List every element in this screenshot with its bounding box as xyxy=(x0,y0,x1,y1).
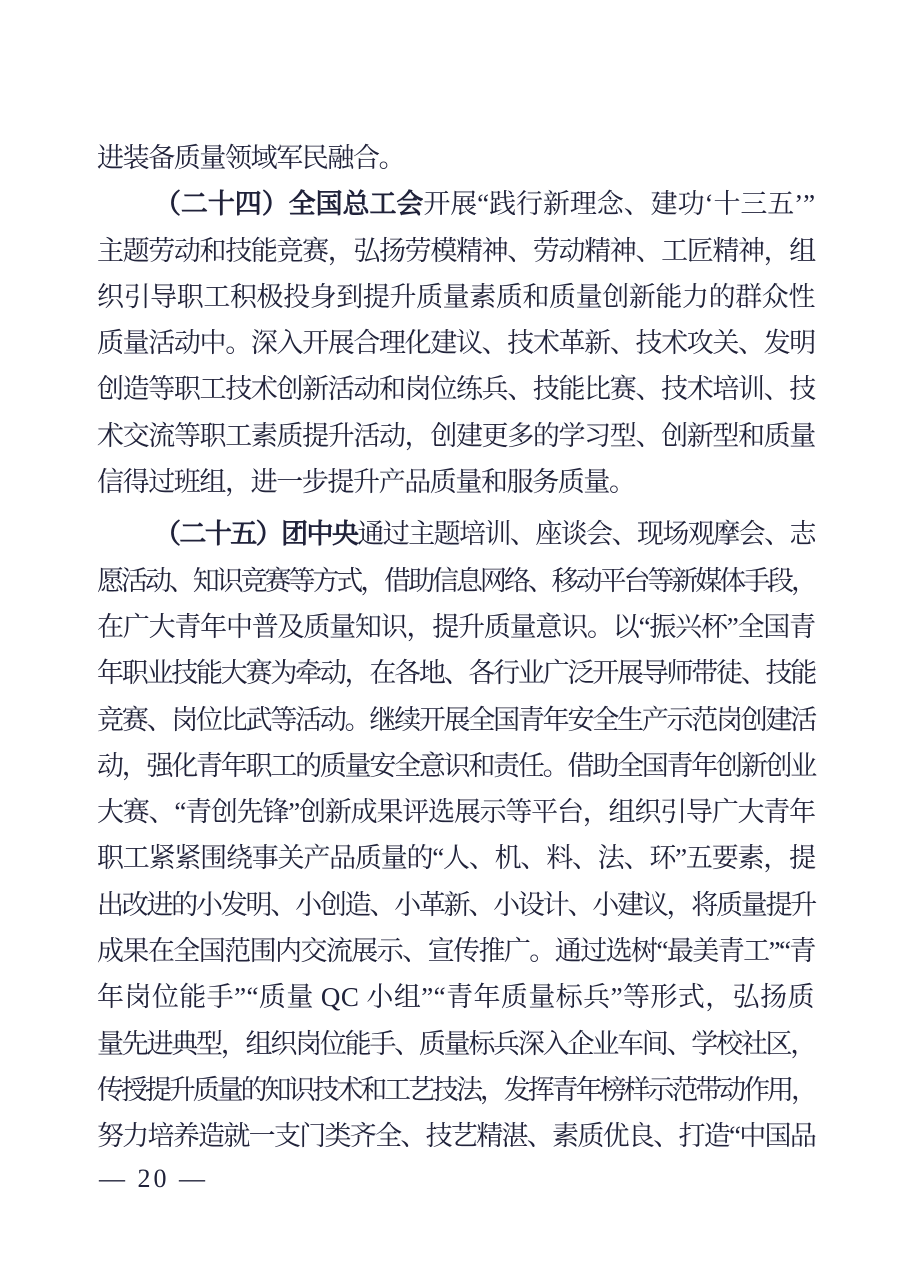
text-line xyxy=(97,181,815,227)
paragraph-text: 通过主题培训、座谈会、现场观摩会、志 xyxy=(357,519,815,550)
paragraph-text: 在广大青年中普及质量知识，提升质量意识。以“振兴杯”全国青 xyxy=(97,611,815,642)
text-line xyxy=(97,459,815,505)
paragraph-text: 创造等职工技术创新活动和岗位练兵、技能比赛、技术培训、技 xyxy=(97,374,815,405)
text-line xyxy=(97,789,815,835)
body-text xyxy=(97,135,815,1160)
paragraph-text: 质量活动中。深入开展合理化建议、技术革新、技术攻关、发明 xyxy=(97,328,815,359)
paragraph-heading-text: （二十四）全国总工会 xyxy=(154,189,424,220)
paragraph-text: 年岗位能手”“质量 QC 小组”“青年质量标兵”等形式，弘扬质 xyxy=(97,982,815,1013)
text-line-content xyxy=(97,743,815,789)
text-line-content xyxy=(97,228,815,274)
text-line xyxy=(97,650,815,696)
paragraph-heading-text: （二十五）团中央 xyxy=(154,519,358,550)
paragraph-text: 努力培养造就一支门类齐全、技艺精湛、素质优良、打造“中国品 xyxy=(97,1121,816,1152)
text-line-content xyxy=(97,459,635,505)
text-line xyxy=(97,274,815,320)
paragraph-text: 动，强化青年职工的质量安全意识和责任。借助全国青年创新创业 xyxy=(97,750,816,781)
text-line xyxy=(97,413,815,459)
text-line-content xyxy=(154,181,815,227)
page-number: — 20 — xyxy=(99,1164,208,1193)
text-line xyxy=(97,835,815,881)
text-line xyxy=(97,366,815,412)
text-line xyxy=(97,511,815,557)
text-line xyxy=(97,604,815,650)
page-footer xyxy=(99,1163,208,1194)
text-line xyxy=(97,558,815,604)
text-line-content xyxy=(154,511,815,557)
paragraph-text: 术交流等职工素质提升活动，创建更多的学习型、创新型和质量 xyxy=(97,420,815,451)
paragraph-text: 愿活动、知识竞赛等方式，借助信息网络、移动平台等新媒体手段， xyxy=(97,565,815,596)
paragraph-text: 大赛、“青创先锋”创新成果评选展示等平台，组织引导广大青年 xyxy=(97,797,815,828)
text-line xyxy=(97,228,815,274)
paragraph-text: 织引导职工积极投身到提升质量素质和质量创新能力的群众性 xyxy=(97,281,815,312)
text-line xyxy=(97,882,815,928)
paragraph-text: 主题劳动和技能竞赛，弘扬劳模精神、劳动精神、工匠精神，组 xyxy=(97,235,815,266)
text-line-content xyxy=(97,650,815,696)
text-line-content xyxy=(97,320,815,366)
text-line-content xyxy=(97,413,815,459)
paragraph-text: 量先进典型，组织岗位能手、质量标兵深入企业车间、学校社区， xyxy=(97,1028,816,1059)
paragraph-text: 职工紧紧围绕事关产品质量的“人、机、料、法、环”五要素，提 xyxy=(97,843,815,874)
text-line-content xyxy=(97,135,404,181)
text-line xyxy=(97,1067,815,1113)
text-line xyxy=(97,743,815,789)
paragraph-text: 出改进的小发明、小创造、小革新、小设计、小建议，将质量提升 xyxy=(97,889,816,920)
text-line xyxy=(97,697,815,743)
paragraph-text: 成果在全国范围内交流展示、宣传推广。通过选树“最美青工”“青 xyxy=(97,936,815,967)
text-line-content xyxy=(97,1113,815,1159)
text-line-content xyxy=(97,274,815,320)
text-line xyxy=(97,928,815,974)
text-line-content xyxy=(97,974,815,1020)
paragraph-text: 传授提升质量的知识技术和工艺技法，发挥青年榜样示范带动作用， xyxy=(97,1074,815,1105)
text-line-content xyxy=(97,835,815,881)
paragraph-text: 信得过班组，进一步提升产品质量和服务质量。 xyxy=(97,467,635,498)
text-line xyxy=(97,135,815,181)
text-line xyxy=(97,1021,815,1067)
text-line xyxy=(97,320,815,366)
text-line-content xyxy=(97,1021,815,1067)
text-line-content xyxy=(97,366,815,412)
text-line-content xyxy=(97,604,815,650)
text-line-content xyxy=(97,789,815,835)
text-line-content xyxy=(97,697,815,743)
text-line-content xyxy=(97,882,815,928)
text-line-content xyxy=(97,928,815,974)
text-line xyxy=(97,974,815,1020)
text-line-content xyxy=(97,1067,815,1113)
paragraph-text: 进装备质量领域军民融合。 xyxy=(97,143,405,173)
text-line xyxy=(97,1113,815,1159)
paragraph-text: 竞赛、岗位比武等活动。继续开展全国青年安全生产示范岗创建活 xyxy=(97,704,816,735)
paragraph-text: 开展“践行新理念、建功‘十三五’” xyxy=(423,189,816,220)
paragraph-text: 年职业技能大赛为牵动，在各地、各行业广泛开展导师带徒、技能 xyxy=(97,658,816,689)
text-line-content xyxy=(97,558,815,604)
